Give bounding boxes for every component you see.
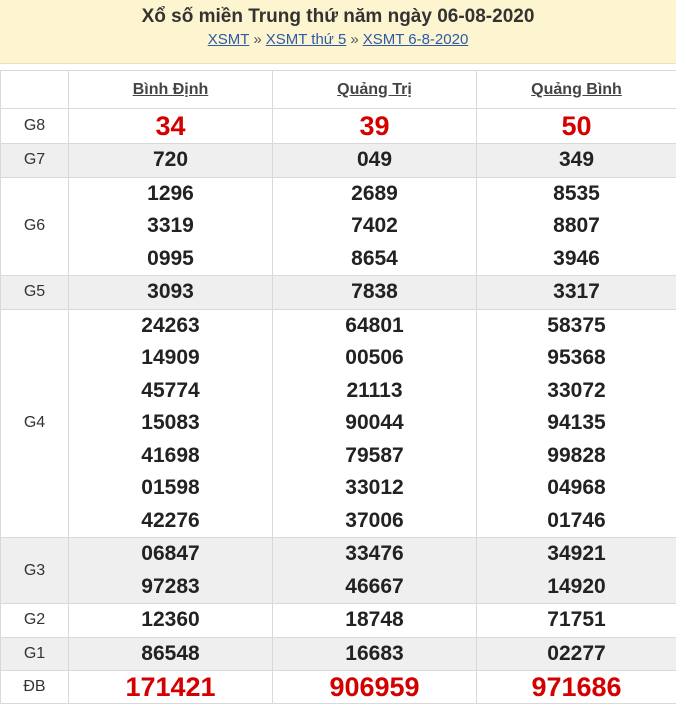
result-cell — [69, 144, 273, 178]
result-number: 01598 — [141, 476, 200, 499]
result-number: 34 — [155, 111, 186, 141]
table-row — [1, 671, 676, 704]
results-body — [1, 109, 676, 704]
prize-label: G8 — [1, 109, 69, 144]
breadcrumb-link-xsmt[interactable]: XSMT — [207, 31, 250, 48]
result-number: 42276 — [141, 508, 200, 532]
result-number: 90044 — [345, 411, 404, 434]
result-cell — [477, 604, 676, 638]
result-number: 15083 — [141, 411, 200, 434]
result-cell — [477, 309, 676, 538]
header-corner — [1, 71, 69, 109]
page-header — [0, 0, 676, 64]
table-row — [1, 604, 676, 638]
result-number: 3317 — [553, 280, 600, 303]
result-number: 50 — [561, 111, 592, 141]
result-cell — [273, 144, 477, 178]
province-link-quang-binh[interactable]: Quảng Bình — [531, 80, 622, 98]
result-number: 34921 — [547, 542, 606, 565]
table-row — [1, 276, 676, 310]
result-number: 21113 — [346, 378, 403, 402]
result-number: 2689 — [351, 181, 398, 205]
breadcrumb-link-xsmt-thu-5[interactable]: XSMT thứ 5 — [265, 31, 347, 48]
prize-label: G6 — [1, 177, 69, 276]
result-cell — [69, 309, 273, 538]
prize-label: ĐB — [1, 671, 69, 704]
prize-label: G1 — [1, 637, 69, 671]
result-number: 8654 — [351, 246, 398, 270]
prize-label: G5 — [1, 276, 69, 310]
table-row — [1, 177, 676, 276]
result-number: 0995 — [147, 246, 194, 270]
breadcrumb-separator: » — [350, 31, 359, 48]
result-number: 3319 — [147, 214, 194, 237]
result-cell — [477, 177, 676, 276]
result-cell — [69, 538, 273, 604]
results-table — [0, 70, 676, 704]
prize-label: G4 — [1, 309, 69, 538]
result-cell — [273, 637, 477, 671]
result-cell — [477, 538, 676, 604]
column-header[interactable] — [477, 71, 676, 109]
breadcrumb — [0, 30, 676, 50]
result-number: 1296 — [147, 181, 194, 205]
result-number: 349 — [558, 148, 595, 171]
result-number: 95368 — [547, 346, 606, 369]
province-link-quang-tri[interactable]: Quảng Trị — [337, 80, 412, 98]
breadcrumb-link-xsmt-date[interactable]: XSMT 6-8-2020 — [362, 31, 469, 48]
result-number: 39 — [359, 111, 390, 141]
result-number: 45774 — [141, 378, 200, 402]
result-number: 14909 — [141, 346, 200, 369]
result-number: 99828 — [547, 443, 606, 467]
result-number: 02277 — [547, 641, 606, 665]
result-number: 16683 — [345, 641, 404, 665]
prize-label: G3 — [1, 538, 69, 604]
result-number: 04968 — [547, 476, 606, 499]
result-number: 33012 — [345, 476, 404, 499]
result-number: 86548 — [141, 641, 200, 665]
result-number: 00506 — [345, 346, 404, 369]
column-header[interactable] — [69, 71, 273, 109]
result-cell — [273, 309, 477, 538]
result-cell — [477, 109, 676, 144]
result-number: 906959 — [329, 672, 420, 702]
result-number: 37006 — [345, 508, 404, 532]
result-cell — [273, 177, 477, 276]
result-number: 97283 — [141, 574, 200, 598]
table-row — [1, 309, 676, 538]
result-cell — [477, 671, 676, 704]
table-row — [1, 144, 676, 178]
result-number: 171421 — [125, 672, 216, 702]
result-number: 12360 — [141, 608, 200, 631]
table-row — [1, 637, 676, 671]
result-cell — [69, 637, 273, 671]
result-cell — [477, 144, 676, 178]
prize-label: G2 — [1, 604, 69, 638]
result-number: 71751 — [547, 608, 606, 631]
table-row — [1, 538, 676, 604]
result-number: 58375 — [547, 313, 606, 337]
result-number: 18748 — [345, 608, 404, 631]
result-cell — [477, 637, 676, 671]
result-number: 3946 — [553, 246, 600, 270]
result-number: 46667 — [345, 574, 404, 598]
column-header[interactable] — [273, 71, 477, 109]
province-link-binh-dinh[interactable]: Bình Định — [132, 80, 209, 98]
breadcrumb-separator: » — [253, 31, 262, 48]
result-number: 94135 — [547, 411, 606, 434]
result-number: 41698 — [141, 443, 200, 467]
result-number: 720 — [152, 148, 189, 171]
result-number: 7402 — [351, 214, 398, 237]
result-cell — [273, 538, 477, 604]
result-cell — [273, 671, 477, 704]
result-number: 64801 — [345, 313, 404, 337]
result-number: 8535 — [553, 181, 600, 205]
result-number: 7838 — [351, 280, 398, 303]
result-cell — [69, 109, 273, 144]
result-cell — [69, 671, 273, 704]
result-cell — [69, 604, 273, 638]
result-number: 33476 — [345, 542, 404, 565]
result-number: 79587 — [345, 443, 404, 467]
result-number: 14920 — [547, 574, 606, 598]
result-number: 01746 — [547, 508, 606, 532]
result-cell — [273, 276, 477, 310]
table-header-row — [1, 71, 676, 109]
result-number: 971686 — [531, 672, 622, 702]
result-cell — [273, 604, 477, 638]
result-number: 24263 — [141, 313, 200, 337]
prize-label: G7 — [1, 144, 69, 178]
page-title: Xổ số miền Trung thứ năm ngày 06-08-2020 — [141, 6, 535, 27]
result-number: 33072 — [547, 378, 606, 402]
result-number: 8807 — [553, 214, 600, 237]
result-number: 3093 — [147, 280, 194, 303]
result-cell — [69, 177, 273, 276]
result-number: 049 — [356, 148, 393, 171]
result-cell — [477, 276, 676, 310]
result-cell — [69, 276, 273, 310]
result-number: 06847 — [141, 542, 200, 565]
table-row — [1, 109, 676, 144]
result-cell — [273, 109, 477, 144]
